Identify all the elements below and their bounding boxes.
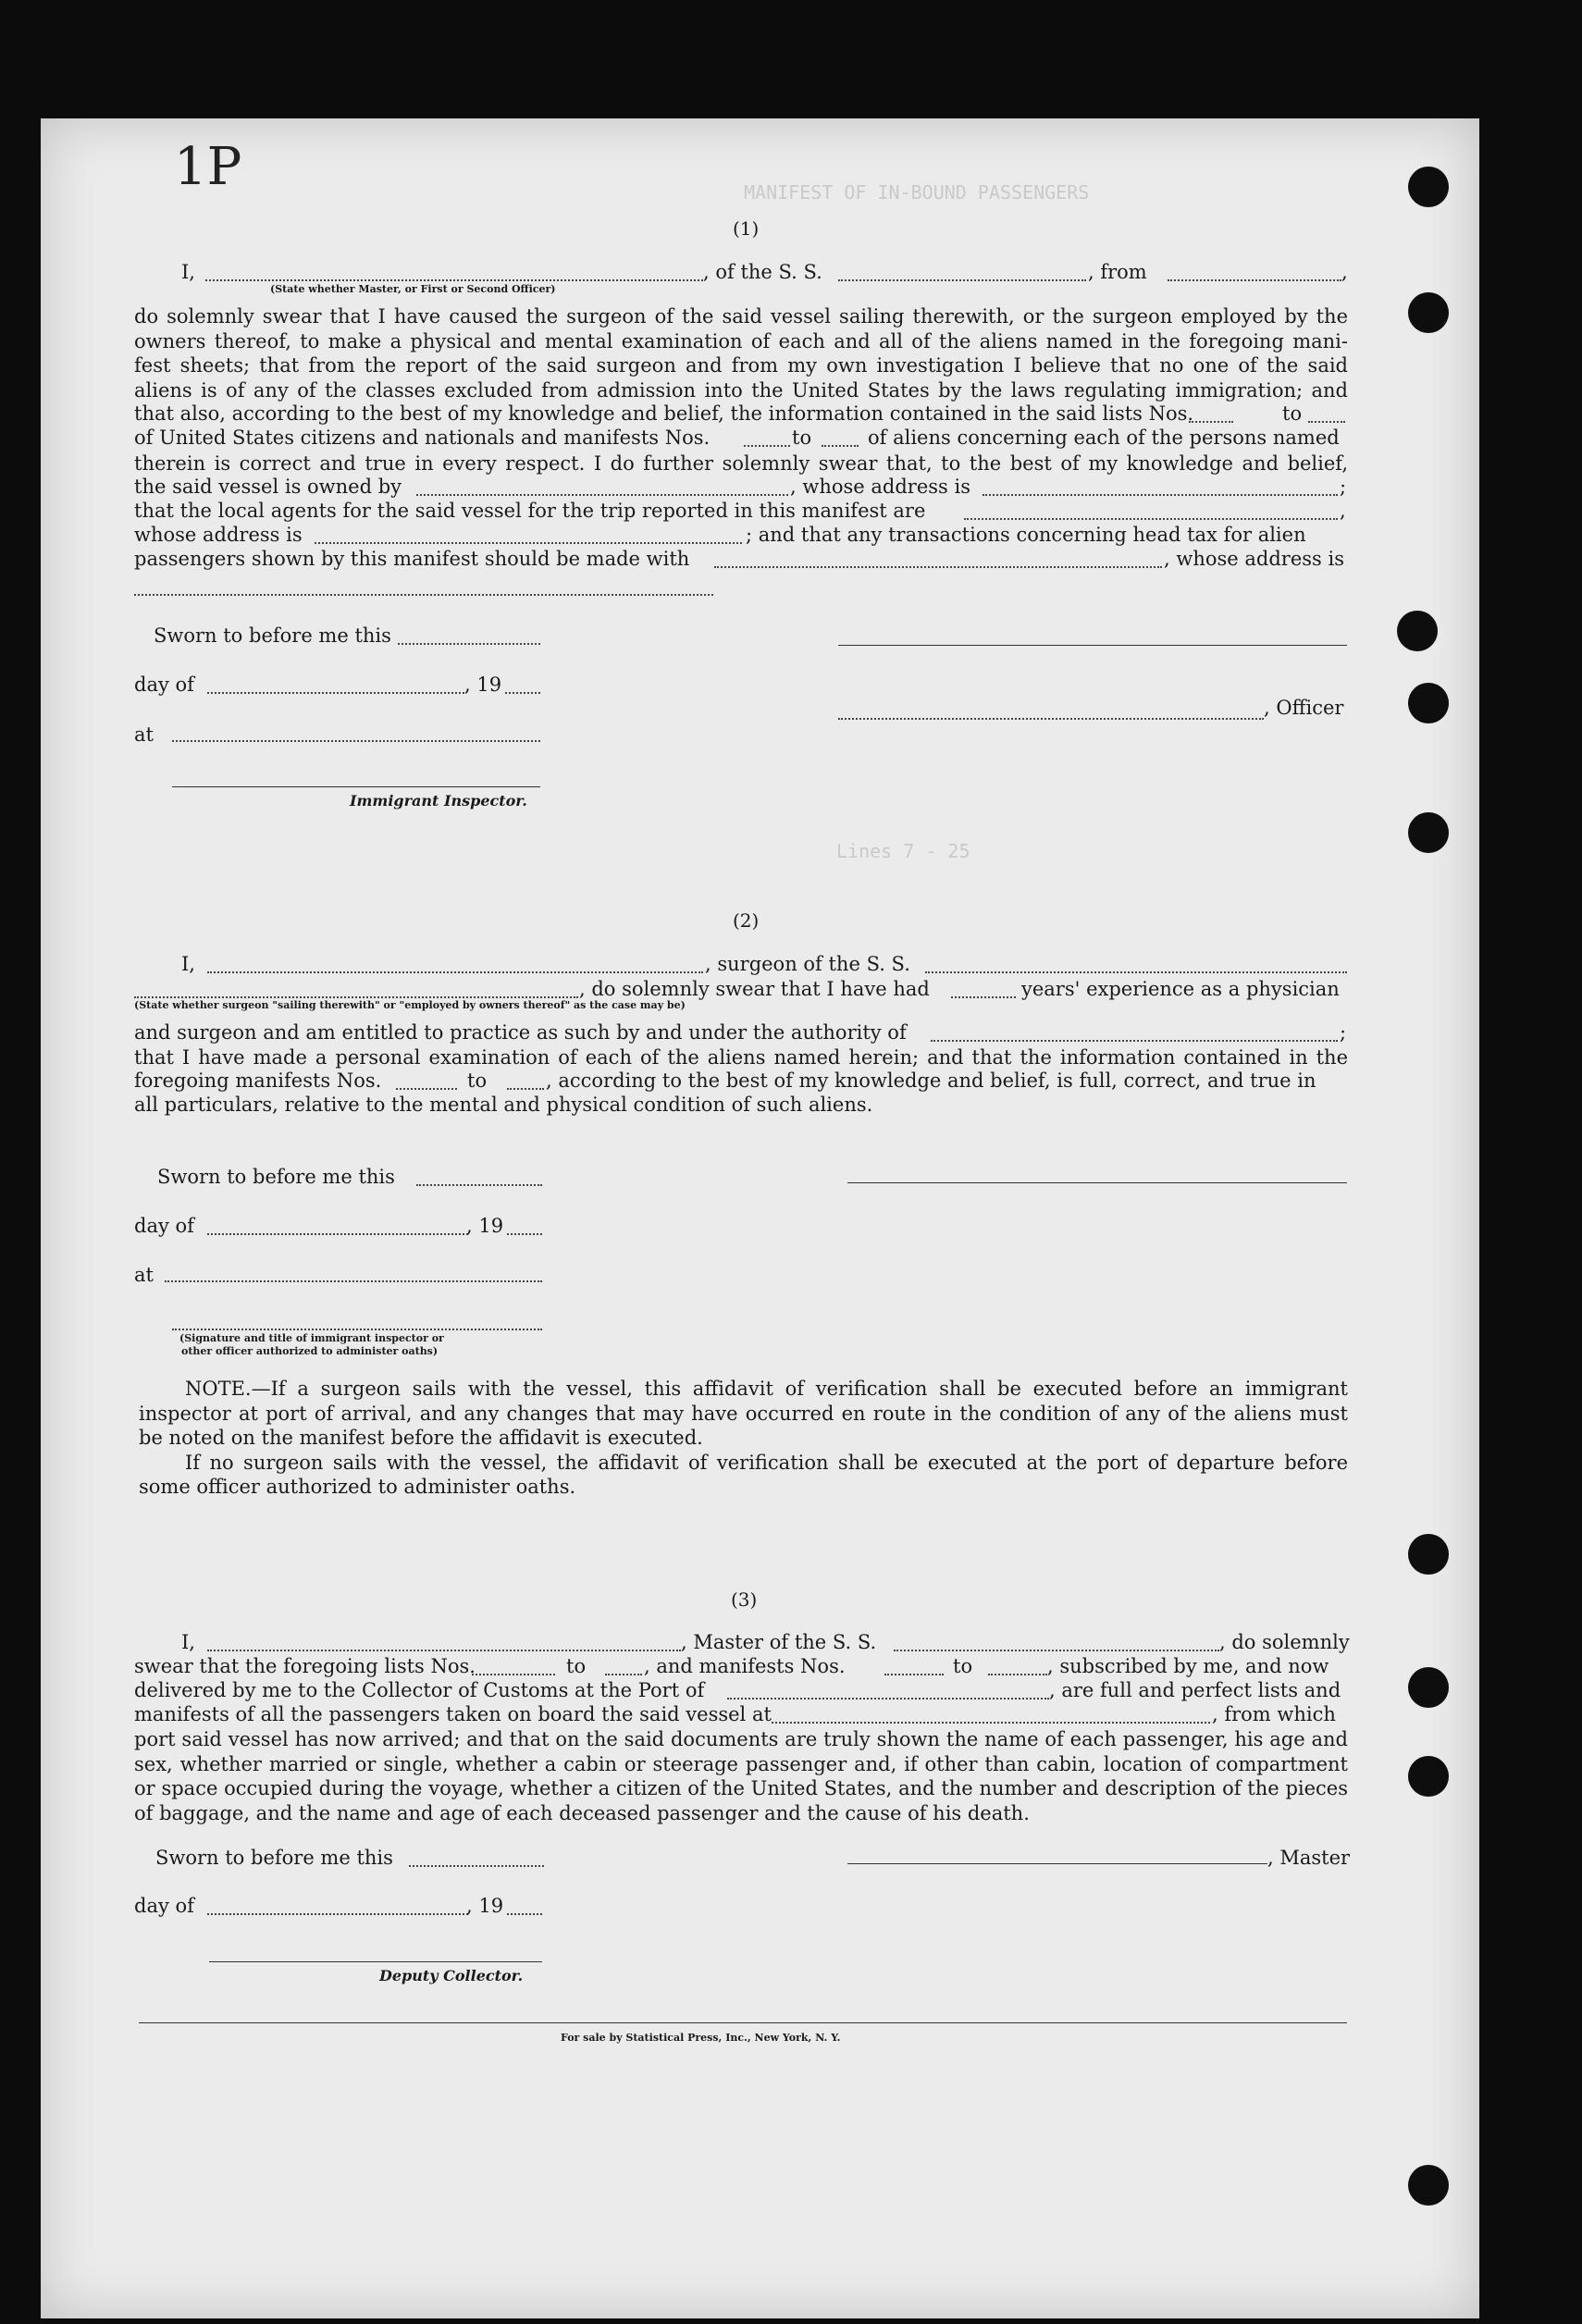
head-tax-contact-field[interactable] xyxy=(714,566,1162,568)
s2-semicolon: ; xyxy=(1340,1021,1347,1044)
s1-officer-label: , Officer xyxy=(1264,697,1344,719)
section-1-heading: (1) xyxy=(733,217,760,240)
s2-sig-caption: other officer authorized to administer oaths) xyxy=(181,1345,439,1357)
s1-semicolon: ; xyxy=(1340,476,1347,498)
s1-to: to xyxy=(1282,402,1303,425)
head-tax-address-field[interactable] xyxy=(134,594,713,596)
s3-sworn-label: Sworn to before me this xyxy=(155,1847,393,1869)
s3-master-label: , Master xyxy=(1267,1847,1351,1869)
s2-physician-text: years' experience as a physician xyxy=(1021,978,1340,1000)
binder-hole xyxy=(1408,1534,1449,1575)
s3-boarded-line: manifests of all the passengers taken on board the said vessel at xyxy=(134,1703,772,1725)
s1-inspector-caption: Immigrant Inspector. xyxy=(350,792,527,810)
s1-at-label: at xyxy=(134,723,154,746)
binder-hole xyxy=(1408,1667,1449,1708)
manifests-from-field[interactable] xyxy=(744,445,790,447)
s3-subscribed: , subscribed by me, and now xyxy=(1047,1655,1329,1677)
s1-from: , from xyxy=(1088,261,1147,283)
s2-manifests-to-field[interactable] xyxy=(507,1088,544,1090)
agents-field[interactable] xyxy=(964,518,1338,520)
s2-note-line: some officer authorized to administer oaths. xyxy=(139,1476,576,1498)
s1-sworn-label: Sworn to before me this xyxy=(154,624,391,647)
s1-signature-line[interactable] xyxy=(838,645,1347,646)
owner-field[interactable] xyxy=(416,494,788,496)
authority-field[interactable] xyxy=(931,1040,1338,1042)
binder-hole xyxy=(1408,2165,1449,2206)
master-name-field[interactable] xyxy=(207,1650,681,1651)
s1-year-field[interactable] xyxy=(505,692,540,694)
s3-collector-line: delivered by me to the Collector of Customs at the Port of xyxy=(134,1679,705,1701)
surgeon-name-field[interactable] xyxy=(207,971,703,973)
s1-day-label: day of xyxy=(134,674,194,696)
s2-note xyxy=(139,1377,1348,1500)
section-2-heading: (2) xyxy=(733,909,760,932)
s2-at-label: at xyxy=(134,1264,154,1286)
bleed-through-mark: MANIFEST OF IN-BOUND PASSENGERS xyxy=(744,181,1090,204)
s3-full-lists: , are full and perfect lists and xyxy=(1049,1679,1341,1701)
port-field[interactable] xyxy=(727,1698,1049,1700)
s3-line: sex, whether married or single, whether a cabin or steerage passenger and, if other than cabin, location of compartment xyxy=(134,1752,1348,1775)
s3-lists-line: swear that the foregoing lists Nos. xyxy=(134,1655,476,1677)
binder-hole xyxy=(1408,292,1449,333)
s1-comma: , xyxy=(1341,261,1348,283)
surgeon-signature-line[interactable] xyxy=(847,1182,1347,1183)
s2-note-line: inspector at port of arrival, and any changes that may have occurred en route in the condition of any of the aliens must xyxy=(139,1402,1348,1425)
s1-sworn-date-field[interactable] xyxy=(398,643,540,645)
s3-manifests-label: , and manifests Nos. xyxy=(644,1655,846,1677)
s1-line: owners thereof, to make a physical and mental examination of each and all of the aliens named in the foregoing mani- xyxy=(134,329,1348,352)
s2-note-line: If no surgeon sails with the vessel, the affidavit of verification shall be executed at the port of departure before xyxy=(185,1451,1348,1474)
s3-vessel-field[interactable] xyxy=(894,1650,1219,1651)
s3-collector-caption: Deputy Collector. xyxy=(379,1967,524,1984)
s3-year-field[interactable] xyxy=(507,1913,542,1915)
s2-year-field[interactable] xyxy=(507,1233,542,1235)
s2-surgeon-of: , surgeon of the S. S. xyxy=(705,953,910,975)
boarding-port-field[interactable] xyxy=(772,1722,1210,1724)
s2-day-field[interactable] xyxy=(207,1233,468,1235)
s1-aliens-text: of aliens concerning each of the persons named xyxy=(868,426,1340,449)
s1-manifests-line: of United States citizens and nationals and manifests Nos. xyxy=(134,426,711,449)
bleed-through-mark: Lines 7 - 25 xyxy=(836,840,970,862)
s3-line: of baggage, and the name and age of each deceased passenger and the cause of his death. xyxy=(134,1801,1030,1824)
s3-to: to xyxy=(566,1655,587,1677)
handwritten-mark: 1P xyxy=(174,137,242,197)
s2-year-label: , 19 xyxy=(466,1215,504,1237)
s3-lists-from-field[interactable] xyxy=(472,1674,555,1675)
s3-solemnly: , do solemnly xyxy=(1219,1631,1350,1653)
s1-agents-address-label: whose address is xyxy=(134,524,303,546)
s2-sworn-label: Sworn to before me this xyxy=(157,1166,395,1188)
s2-surgeon-caption: (State whether surgeon "sailing therewith" or "employed by owners thereof" as the case may be) xyxy=(134,999,686,1011)
s1-owned-by: the said vessel is owned by xyxy=(134,476,402,498)
s3-year-label: , 19 xyxy=(466,1895,504,1917)
s1-lists-line: that also, according to the best of my knowledge and belief, the information contained in the said lists Nos. xyxy=(134,402,1194,425)
footer-rule xyxy=(139,2022,1347,2023)
binder-hole xyxy=(1408,167,1449,207)
s1-line: fest sheets; that from the report of the said surgeon and from my own investigation I believe that no one of the said xyxy=(134,354,1348,377)
s3-manifests-to-field[interactable] xyxy=(988,1674,1047,1675)
s1-comma: , xyxy=(1340,500,1346,522)
s1-oath-paragraph xyxy=(134,304,1348,402)
footer-printer-credit: For sale by Statistical Press, Inc., New York, N. Y. xyxy=(561,2032,841,2044)
officer-name-field[interactable] xyxy=(205,279,703,281)
s1-owner-address-label: , whose address is xyxy=(790,476,970,498)
s1-of-ss: , of the S. S. xyxy=(703,261,822,283)
binder-hole xyxy=(1397,611,1438,651)
s3-line: or space occupied during the voyage, whether a citizen of the United States, and the number and description of the pieces xyxy=(134,1777,1348,1799)
s2-authority-line: and surgeon and am entitled to practice as such by and under the authority of xyxy=(134,1021,907,1044)
s3-sworn-date-field[interactable] xyxy=(409,1865,544,1867)
s1-agents: that the local agents for the said vessel for the trip reported in this manifest are xyxy=(134,500,926,522)
s1-at-field[interactable] xyxy=(172,740,540,742)
s2-note-line: be noted on the manifest before the affidavit is executed. xyxy=(139,1427,703,1449)
lists-from-field[interactable] xyxy=(1189,421,1233,423)
s2-manifests-from-field[interactable] xyxy=(396,1088,457,1090)
s3-master-of: , Master of the S. S. xyxy=(681,1631,877,1653)
s1-day-field[interactable] xyxy=(207,692,464,694)
s2-vessel-field[interactable] xyxy=(925,971,1347,973)
vessel-name-field[interactable] xyxy=(838,279,1086,281)
s2-line: that I have made a personal examination of each of the aliens named herein; and that the information contained in the xyxy=(134,1046,1348,1069)
s1-year-label: , 19 xyxy=(464,674,502,696)
s1-line: therein is correct and true in every respect. I do further solemnly swear that, to the best of my knowledge and belief, xyxy=(134,452,1348,475)
s2-note-line: NOTE.—If a surgeon sails with the vessel, this affidavit of verification shall be executed before an immigrant xyxy=(185,1378,1348,1400)
master-signature-line[interactable] xyxy=(847,1863,1267,1864)
s1-line: do solemnly swear that I have caused the surgeon of the said vessel sailing therewith, or the surgeon employed by the xyxy=(134,305,1348,328)
s2-manifests-line: foregoing manifests Nos. xyxy=(134,1069,382,1092)
inspector-signature-line[interactable] xyxy=(172,786,540,787)
s3-to: to xyxy=(953,1655,973,1677)
s2-day-label: day of xyxy=(134,1215,194,1237)
s2-line: all particulars, relative to the mental and physical condition of such aliens. xyxy=(134,1094,873,1116)
collector-signature-line[interactable] xyxy=(209,1961,542,1962)
s1-oath-paragraph xyxy=(134,451,1348,476)
binder-hole xyxy=(1408,812,1449,853)
s3-line: port said vessel has now arrived; and that on the said documents are truly shown the name of each passenger, his age and xyxy=(134,1728,1348,1750)
s3-oath-i: I, xyxy=(181,1631,195,1653)
s2-years-text: , do solemnly swear that I have had xyxy=(579,978,930,1000)
s1-to: to xyxy=(792,426,812,449)
s2-sworn-date-field[interactable] xyxy=(416,1184,542,1186)
s3-day-field[interactable] xyxy=(207,1913,468,1915)
binder-hole xyxy=(1408,1756,1449,1797)
binder-hole xyxy=(1408,683,1449,723)
years-experience-field[interactable] xyxy=(951,996,1016,998)
s1-line: aliens is of any of the classes excluded from admission into the United States by the laws regulating immigration; and xyxy=(134,378,1348,402)
s2-knowledge-text: , according to the best of my knowledge and belief, is full, correct, and true in xyxy=(546,1069,1316,1092)
surgeon-status-field[interactable] xyxy=(134,996,578,998)
manifests-to-field[interactable] xyxy=(822,445,859,447)
s1-oath-i: I, xyxy=(181,261,195,283)
s2-to: to xyxy=(467,1069,488,1092)
s2-signature-field[interactable] xyxy=(172,1329,542,1330)
s3-day-label: day of xyxy=(134,1895,194,1917)
s2-sig-caption: (Signature and title of immigrant inspector or xyxy=(179,1332,444,1344)
from-port-field[interactable] xyxy=(1168,279,1341,281)
s2-at-field[interactable] xyxy=(165,1280,542,1282)
s1-head-tax: ; and that any transactions concerning head tax for alien xyxy=(746,524,1306,546)
s3-manifests-from-field[interactable] xyxy=(884,1674,944,1675)
section-3-heading: (3) xyxy=(731,1588,758,1611)
s3-lists-to-field[interactable] xyxy=(605,1674,642,1675)
agents-address-field[interactable] xyxy=(315,542,742,544)
s2-oath-i: I, xyxy=(181,953,195,975)
s1-officer-caption: (State whether Master, or First or Second Officer) xyxy=(270,283,556,295)
s2-oath-paragraph xyxy=(134,1045,1348,1070)
lists-to-field[interactable] xyxy=(1308,421,1345,423)
s1-head-tax-address-label: , whose address is xyxy=(1164,548,1344,570)
s1-head-tax-passengers: passengers shown by this manifest should be made with xyxy=(134,548,690,570)
s3-from-which: , from which xyxy=(1212,1703,1336,1725)
officer-signature-field[interactable] xyxy=(838,718,1264,720)
owner-address-field[interactable] xyxy=(983,494,1338,496)
s3-oath-paragraph xyxy=(134,1727,1348,1825)
